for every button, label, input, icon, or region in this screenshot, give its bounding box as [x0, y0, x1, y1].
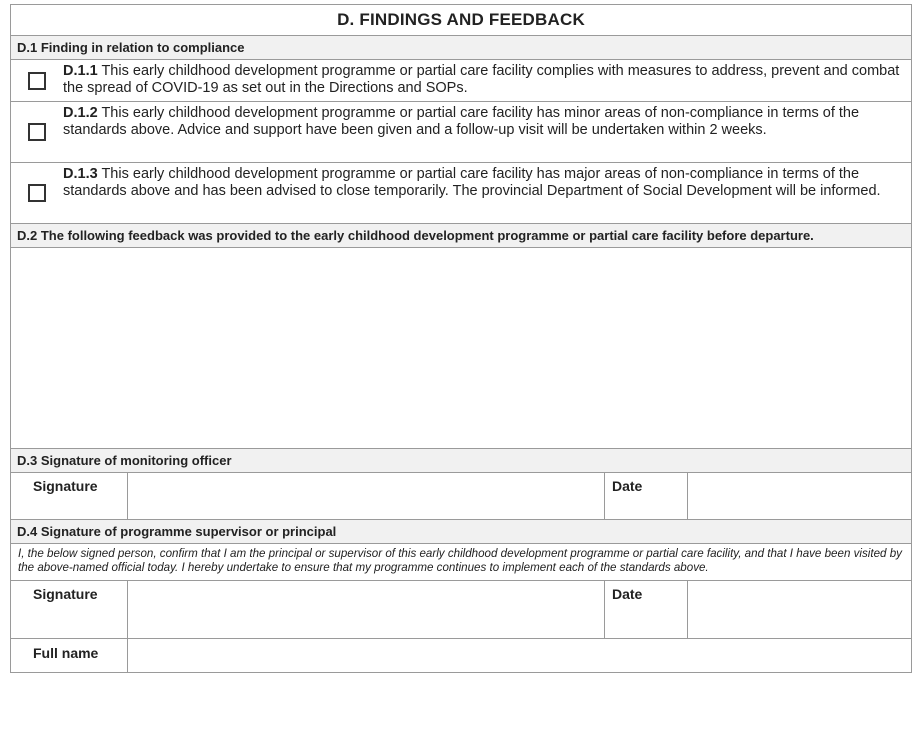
date-label: Date: [605, 581, 688, 638]
findings-feedback-form: [10, 4, 912, 673]
section-d2-heading: D.2 The following feedback was provided to the early childhood development programme or partial care facility before departure.: [11, 224, 911, 248]
compliance-option-d11: [11, 60, 911, 102]
officer-signature-field[interactable]: [128, 473, 605, 519]
compliance-option-d12: [11, 102, 911, 163]
principal-signature-field[interactable]: [128, 581, 605, 638]
signature-label: Signature: [11, 581, 128, 638]
form-title: D. FINDINGS AND FEEDBACK: [11, 5, 911, 36]
compliance-checkbox-d12[interactable]: [28, 123, 46, 141]
compliance-option-text: [63, 163, 911, 223]
section-d1-heading: D.1 Finding in relation to compliance: [11, 36, 911, 60]
option-code: D.1.3: [63, 166, 98, 182]
full-name-label: Full name: [11, 639, 128, 672]
principal-declaration: I, the below signed person, confirm that I am the principal or supervisor of this early childhood development programme or partial care facility, and that I have been visited by the above-named official today. I hereby undertake to ensure that my programme continues to implement each of the standards above.: [11, 544, 911, 581]
monitoring-officer-signature-row: [11, 473, 911, 520]
date-label: Date: [605, 473, 688, 519]
option-description: This early childhood development programme or partial care facility has major areas of non-compliance in terms of the standards above and has been advised to close temporarily. The provincial Department of Social Development will be informed.: [63, 166, 881, 199]
option-code: D.1.2: [63, 105, 98, 121]
full-name-row: [11, 639, 911, 672]
principal-date-field[interactable]: [688, 581, 911, 638]
officer-date-field[interactable]: [688, 473, 911, 519]
principal-signature-row: [11, 581, 911, 639]
signature-label: Signature: [11, 473, 128, 519]
compliance-option-text: [63, 60, 911, 101]
compliance-option-d13: [11, 163, 911, 224]
option-description: This early childhood development programme or partial care facility has minor areas of non-compliance in terms of the standards above. Advice and support have been given and a follow-up visit will be undertaken within 2 weeks.: [63, 105, 860, 138]
compliance-option-text: [63, 102, 911, 162]
full-name-field[interactable]: [128, 639, 911, 672]
compliance-checkbox-d13[interactable]: [28, 184, 46, 202]
section-d4-heading: D.4 Signature of programme supervisor or principal: [11, 520, 911, 544]
option-description: This early childhood development programme or partial care facility complies with measures to address, prevent and combat the spread of COVID-19 as set out in the Directions and SOPs.: [63, 63, 900, 96]
compliance-checkbox-d11[interactable]: [28, 72, 46, 90]
option-code: D.1.1: [63, 63, 98, 79]
section-d3-heading: D.3 Signature of monitoring officer: [11, 449, 911, 473]
feedback-textarea[interactable]: [11, 248, 911, 449]
